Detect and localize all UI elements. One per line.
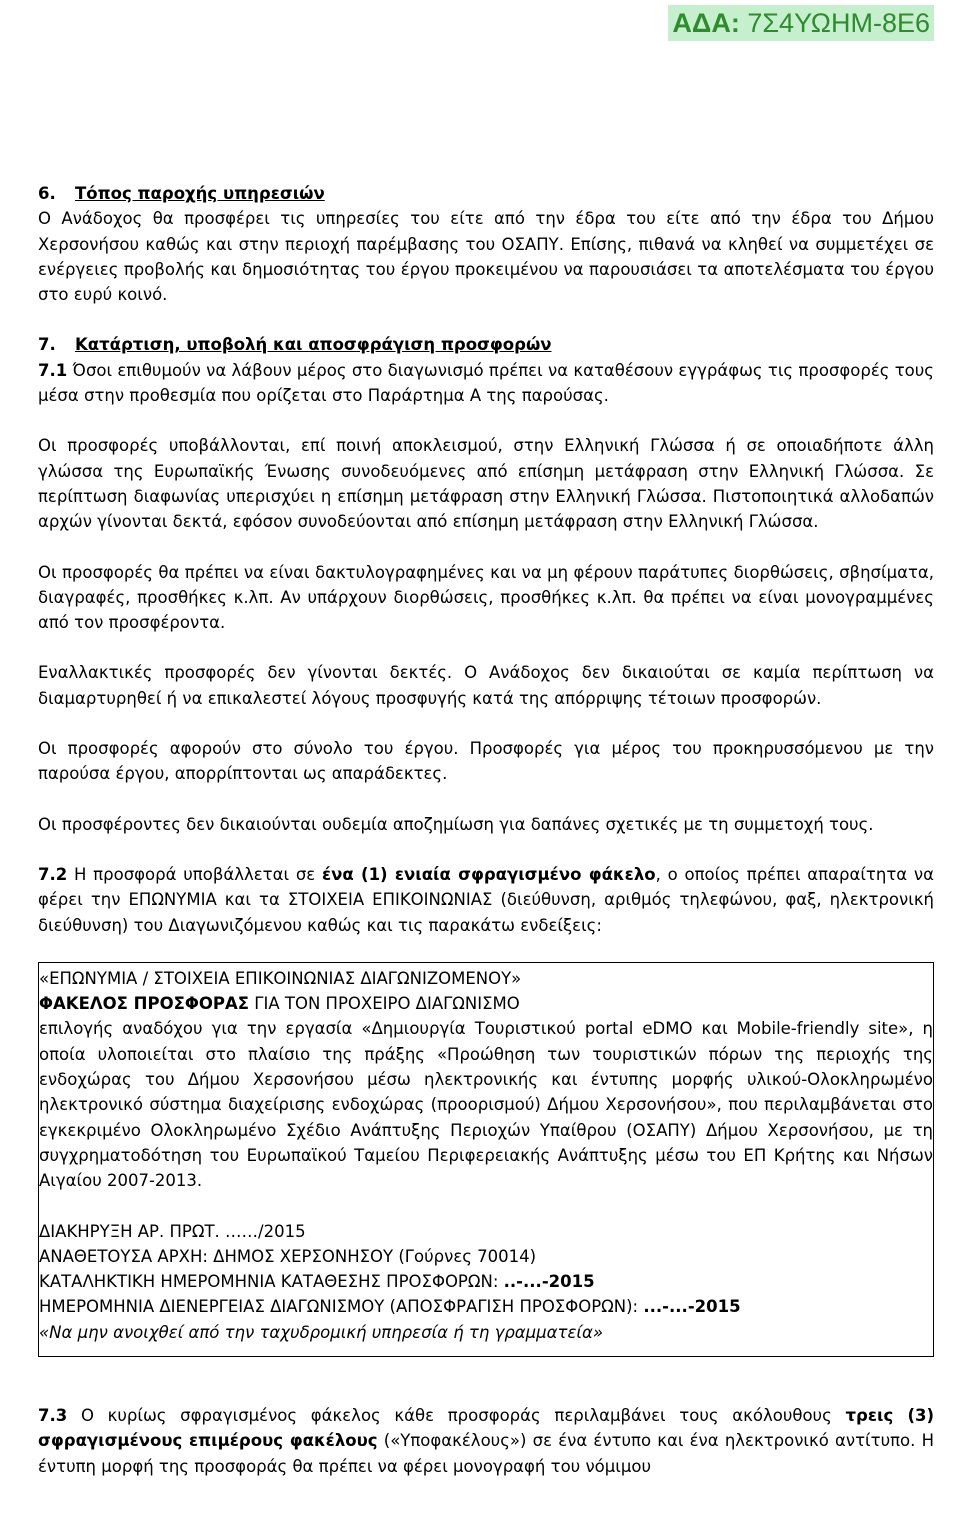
paragraph-compensation: Οι προσφέροντες δεν δικαιούνται ουδεμία αποζημίωση για δαπάνες σχετικές με τη συμμετοχή τους. [38, 814, 874, 834]
box-opening [39, 1294, 933, 1319]
envelope-label-box [38, 962, 934, 1357]
box-authority: ΑΝΑΘΕΤΟΥΣΑ ΑΡΧΗ: ΔΗΜΟΣ ΧΕΡΣΟΝΗΣΟΥ (Γούρνες 70014) [39, 1246, 537, 1266]
section-7-heading [38, 332, 934, 357]
section-6-title: Τόπος παροχής υπηρεσιών [75, 184, 325, 203]
paragraph-7-1-text: Όσοι επιθυμούν να λάβουν μέρος στο διαγωνισμό πρέπει να καταθέσουν εγγράφως τις προσφορές τους μέσα στην προθεσμία που ορίζεται στο Παράρτημα Α της παρούσας. [38, 360, 934, 406]
box-paragraph: επιλογής αναδόχου για την εργασία «Δημιουργία Τουριστικού portal eDMO και Mobile-friendly site», η οποία υλοποιείται στο πλαίσιο της πράξης «Προώθηση των τουριστικών πόρων της περιοχής της ενδοχώρας του Δήμου Χερσονήσου μέσω ηλεκτρονικής και έντυπης μορφής υλικού-Ολοκληρωμένο ηλεκτρονικό σύστημα διαχείρισης ενδοχώρας (προορισμού) Δήμου Χερσονήσου», που περιλαμβάνεται στο εγκεκριμένο Ολοκληρωμένο Σχέδιο Ανάπτυξης Περιοχών Υπαίθρου (ΟΣΑΠΥ) Δήμου Χερσονήσου, με τη συγχρηματοδότηση του Ευρωπαϊκού Ταμείου Περιφερειακής Ανάπτυξης μέσω του ΕΠ Κρήτης και Νήσων Αιγαίου 2007-2013. [39, 1019, 933, 1191]
paragraph-7-3 [38, 1403, 934, 1479]
paragraph-7-2-text-a: Η προσφορά υποβάλλεται σε [67, 864, 322, 884]
paragraph-whole: Οι προσφορές αφορούν στο σύνολο του έργου. Προσφορές για μέρος του προκηρυσσόμενου με την παρούσα έργου, απορρίπτονται ως απαράδεκτες. [38, 739, 934, 784]
paragraph-7-3-number: 7.3 [38, 1405, 68, 1425]
box-opening-label: ΗΜΕΡΟΜΗΝΙΑ ΔΙΕΝΕΡΓΕΙΑΣ ΔΙΑΓΩΝΙΣΜΟΥ (ΑΠΟΣΦΡΑΓΙΣΗ ΠΡΟΣΦΟΡΩΝ): [39, 1297, 644, 1317]
paragraph-7-3-text-a: Ο κυρίως σφραγισμένος φάκελος κάθε προσφοράς περιλαμβάνει τους ακόλουθους [67, 1405, 846, 1425]
section-6-number: 6. [38, 184, 56, 203]
box-deadline-value: ..-...-2015 [503, 1272, 595, 1292]
paragraph-7-1 [38, 358, 934, 409]
box-deadline-label: ΚΑΤΑΛΗΚΤΙΚΗ ΗΜΕΡΟΜΗΝΙΑ ΚΑΤΑΘΕΣΗΣ ΠΡΟΣΦΟΡΩΝ: [39, 1272, 504, 1292]
section-6-heading [38, 181, 934, 206]
paragraph-language: Οι προσφορές υποβάλλονται, επί ποινή αποκλεισμού, στην Ελληνική Γλώσσα ή σε οποιαδήποτε άλλη γλώσσα της Ευρωπαϊκής Ένωσης συνοδευόμενες από επίσημη μετάφραση στην Ελληνική Γλώσσα. Σε περίπτωση διαφωνίας υπερισχύει η επίσημη μετάφραση στην Ελληνική Γλώσσα. Πιστοποιητικά αλλοδαπών αρχών γίνονται δεκτά, εφόσον συνοδεύονται από επίσημη μετάφραση στην Ελληνική Γλώσσα. [38, 436, 934, 532]
box-line-2-bold: ΦΑΚΕΛΟΣ ΠΡΟΣΦΟΡΑΣ [39, 994, 250, 1014]
box-opening-value: ...-...-2015 [643, 1297, 741, 1317]
document-body [38, 181, 934, 1479]
paragraph-7-2 [38, 862, 934, 938]
box-line-1: «ΕΠΩΝΥΜΙΑ / ΣΤΟΙΧΕΙΑ ΕΠΙΚΟΙΝΩΝΙΑΣ ΔΙΑΓΩΝΙΖΟΜΕΝΟΥ» [39, 968, 522, 988]
ada-stamp [668, 5, 934, 41]
paragraph-7-1-number: 7.1 [38, 360, 68, 380]
paragraph-typed: Οι προσφορές θα πρέπει να είναι δακτυλογραφημένες και να μη φέρουν παράτυπες διορθώσεις, σβησίματα, διαγραφές, προσθήκες κ.λπ. Αν υπάρχουν διορθώσεις, προσθήκες κ.λπ. θα πρέπει να είναι μονογραμμένες από τον προσφέροντα. [38, 562, 934, 633]
paragraph-alternative: Εναλλακτικές προσφορές δεν γίνονται δεκτές. Ο Ανάδοχος δεν δικαιούται σε καμία περίπτωση να διαμαρτυρηθεί ή να επικαλεστεί λόγους προσφυγής κατά της απόρριψης τέτοιων προσφορών. [38, 663, 934, 708]
ada-label: ΑΔΑ: [672, 8, 740, 38]
section-6-body: Ο Ανάδοχος θα προσφέρει τις υπηρεσίες του είτε από την έδρα του είτε από την έδρα του Δήμου Χερσονήσου καθώς και στην περιοχή παρέμβασης του ΟΣΑΠΥ. Επίσης, πιθανά να κληθεί να συμμετέχει σε ενέργειες προβολής και δημοσιότητας του έργου προκειμένου να παρουσιάσει τα αποτελέσματα του έργου στο ευρύ κοινό. [38, 209, 934, 305]
paragraph-7-2-text-c: , ο οποίος πρέπει απαραίτητα να φέρει την ΕΠΩΝΥΜΙΑ και τα ΣΤΟΙΧΕΙΑ ΕΠΙΚΟΙΝΩΝΙΑΣ (διεύθυνση, αριθμός τηλεφώνου, φαξ, ηλεκτρονική διεύθυνση) του Διαγωνιζόμενου καθώς και τις παρακάτω ενδείξεις: [38, 864, 934, 935]
box-warning-text: «Να μην ανοιχθεί από την ταχυδρομική υπηρεσία ή τη γραμματεία» [39, 1322, 604, 1342]
box-declaration: ΔΙΑΚΗΡΥΞΗ ΑΡ. ΠΡΩΤ. ……/2015 [39, 1221, 306, 1241]
paragraph-7-2-bold: ένα (1) ενιαία σφραγισμένο φάκελο [322, 864, 656, 884]
ada-code: 7Σ4ΥΩΗΜ-8Ε6 [747, 8, 930, 38]
box-line-2 [39, 991, 933, 1016]
box-deadline [39, 1269, 933, 1294]
box-line-2-rest: ΓΙΑ ΤΟΝ ΠΡΟΧΕΙΡΟ ΔΙΑΓΩΝΙΣΜΟ [249, 994, 520, 1014]
box-warning [39, 1320, 933, 1345]
section-7-number: 7. [38, 335, 56, 355]
paragraph-7-3-text-c: («Υποφακέλους») σε ένα έντυπο και ένα ηλεκτρονικό αντίτυπο. Η έντυπη μορφή της προσφοράς θα πρέπει να φέρει μονογραφή του νόμιμου [38, 1431, 934, 1476]
paragraph-7-3-bold: τρεις (3) σφραγισμένους επιμέρους φακέλους [38, 1405, 935, 1451]
section-7-title: Κατάρτιση, υποβολή και αποσφράγιση προσφορών [75, 335, 552, 355]
paragraph-7-2-number: 7.2 [38, 864, 68, 884]
